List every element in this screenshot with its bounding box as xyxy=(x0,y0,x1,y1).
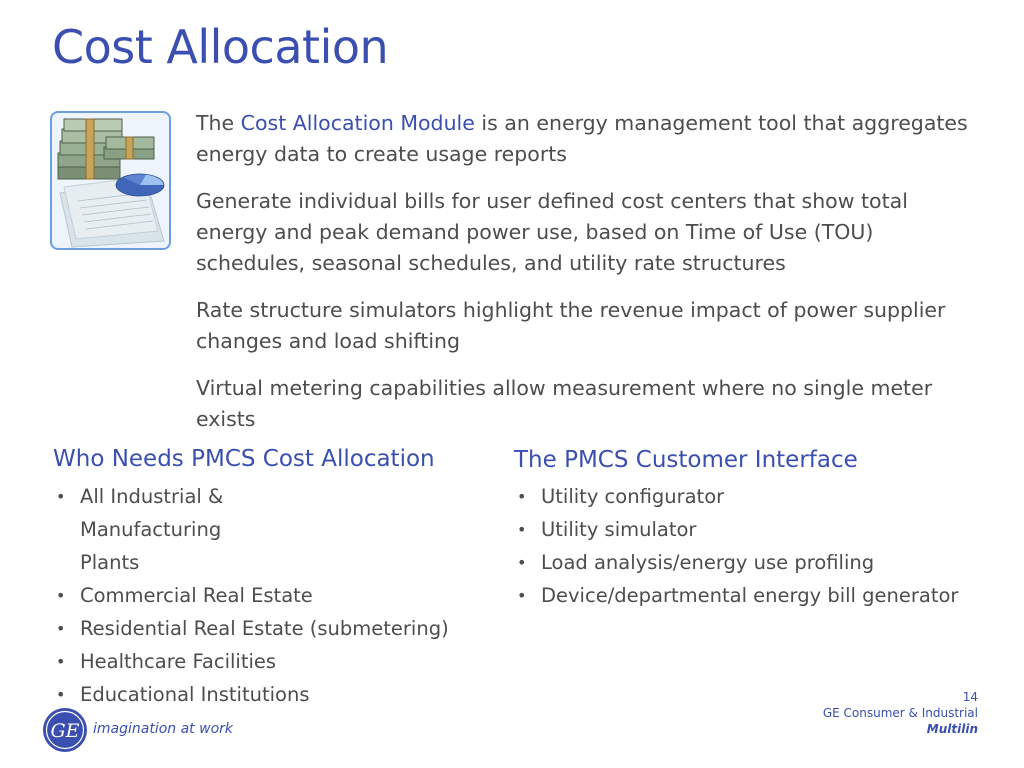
bullet-icon: • xyxy=(56,487,66,506)
bullet-icon: • xyxy=(517,520,527,539)
right-column-list xyxy=(514,480,984,612)
intro-paragraph-1 xyxy=(196,108,976,170)
division-name: GE Consumer & Industrial xyxy=(822,706,978,720)
bullet-icon: • xyxy=(517,487,527,506)
right-column-heading: The PMCS Customer Interface xyxy=(514,447,858,473)
intro-paragraph-2: Generate individual bills for user defined cost centers that show total energy and peak demand power use, based on Time of Use (TOU) schedules, seasonal schedules, and utility rate structures xyxy=(196,189,908,275)
bullet-icon: • xyxy=(56,685,66,704)
bullet-icon: • xyxy=(517,553,527,572)
tagline: imagination at work xyxy=(93,721,233,737)
cost-allocation-module-highlight: Cost Allocation Module xyxy=(240,111,475,135)
intro-p1-suffix: is an energy management tool that aggregates energy data to create usage reports xyxy=(196,111,968,166)
left-column-heading: Who Needs PMCS Cost Allocation xyxy=(53,446,435,472)
svg-text:GE: GE xyxy=(50,720,80,742)
intro-paragraph-4: Virtual metering capabilities allow measurement where no single meter exists xyxy=(196,376,933,431)
left-column-list xyxy=(53,480,473,711)
list-item: • Utility configurator xyxy=(514,480,984,513)
brand-name: Multilin xyxy=(926,722,978,736)
bullet-icon: • xyxy=(56,586,66,605)
list-item: • All Industrial & Manufacturing Plants xyxy=(53,480,270,579)
ge-monogram-icon xyxy=(42,707,88,757)
bullet-icon: • xyxy=(56,619,66,638)
list-item: • Educational Institutions xyxy=(53,678,473,711)
list-item: • Utility simulator xyxy=(514,513,984,546)
slide-title: Cost Allocation xyxy=(52,20,389,74)
bullet-icon: • xyxy=(56,652,66,671)
list-item: • Healthcare Facilities xyxy=(53,645,473,678)
list-item: • Device/departmental energy bill generator xyxy=(514,579,984,612)
page-number: 14 xyxy=(962,690,978,704)
list-item: • Commercial Real Estate xyxy=(53,579,473,612)
bullet-icon: • xyxy=(517,586,527,605)
list-item: • Residential Real Estate (submetering) xyxy=(53,612,473,645)
list-item: • Load analysis/energy use profiling xyxy=(514,546,984,579)
footer-info xyxy=(823,689,978,737)
intro-paragraph-3: Rate structure simulators highlight the revenue impact of power supplier changes and load shifting xyxy=(196,298,946,353)
intro-p1-prefix: The xyxy=(196,111,241,135)
money-stack-icon xyxy=(52,113,169,248)
intro-text xyxy=(196,108,976,451)
money-chart-illustration xyxy=(50,111,171,250)
